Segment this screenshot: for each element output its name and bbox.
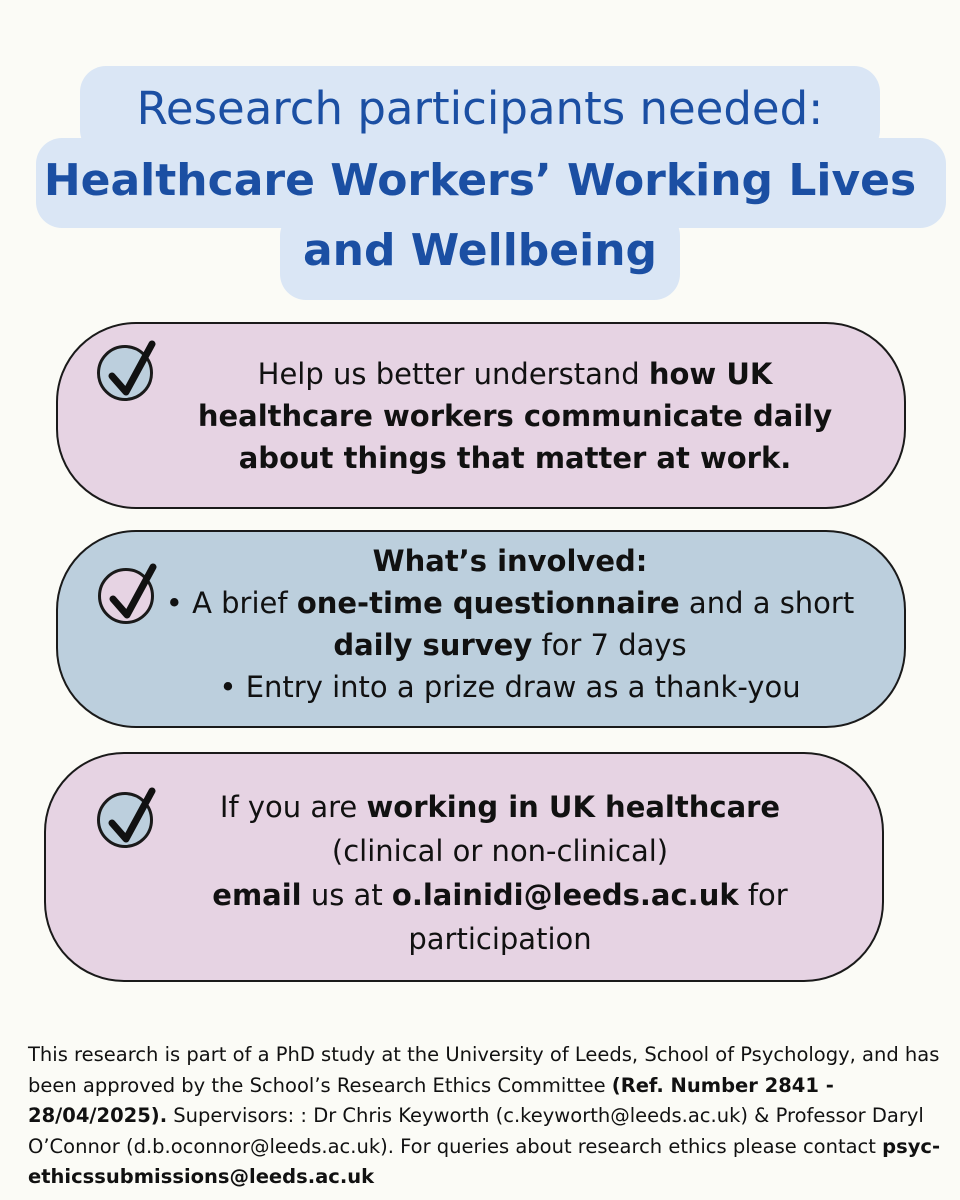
card-3-line-3: [160, 873, 840, 961]
footer-text-1: This research is part of a PhD study at the University of Leeds, School of Psychology, and has been approved by the School’s Research Ethics Committee: [28, 1043, 940, 1097]
card-2-heading: What’s involved:: [372, 544, 648, 578]
bullet-1-bold-2: daily survey: [333, 628, 533, 662]
bullet-1-bold-1: one-time questionnaire: [296, 586, 680, 620]
card-2-bullet-2: • Entry into a prize draw as a thank-you: [219, 670, 801, 704]
card-3-line-1: [160, 785, 840, 829]
card-3-pre: If you are: [219, 790, 367, 824]
card-3-email-label: email: [212, 878, 302, 912]
ethics-email-link[interactable]: psyc-ethicssubmissions@leeds.ac.uk: [28, 1134, 941, 1188]
footer-ref-number: (Ref. Number 2841 - 28/04/2025).: [28, 1073, 834, 1127]
title-line-1: Research participants needed:: [136, 82, 824, 135]
card-2-text: [160, 540, 860, 708]
card-3-post: for participation: [408, 878, 788, 956]
card-1-text: [180, 353, 850, 479]
check-mark-icon: [97, 792, 153, 848]
title-line-3: and Wellbeing: [302, 225, 658, 276]
card-1-bold: how UK healthcare workers communicate daily about things that matter at work.: [197, 357, 833, 475]
card-3-mid: us at: [301, 878, 392, 912]
contact-email-link[interactable]: o.lainidi@leeds.ac.uk: [391, 878, 739, 912]
bullet-1-mid: and a short: [679, 586, 855, 620]
footer-text-2: Supervisors: : Dr Chris Keyworth (c.keyworth@leeds.ac.uk) & Professor Daryl O’Connor (d.b.oconnor@leeds.ac.uk). For queries about research ethics please contact: [28, 1104, 924, 1158]
card-2-bullet-1: [160, 582, 860, 666]
bullet-1-pre: • A brief: [165, 586, 297, 620]
footer-ethics-note: [28, 1040, 958, 1193]
card-1-intro: Help us better understand: [257, 357, 649, 391]
bullet-1-post: for 7 days: [532, 628, 687, 662]
check-mark-icon: [98, 568, 154, 624]
title-line-2: Healthcare Workers’ Working Lives: [43, 155, 917, 206]
card-3-text: [160, 785, 840, 961]
check-mark-icon: [97, 345, 153, 401]
card-3-bold-1: working in UK healthcare: [366, 790, 781, 824]
card-3-line-2: (clinical or non-clinical): [331, 834, 669, 868]
